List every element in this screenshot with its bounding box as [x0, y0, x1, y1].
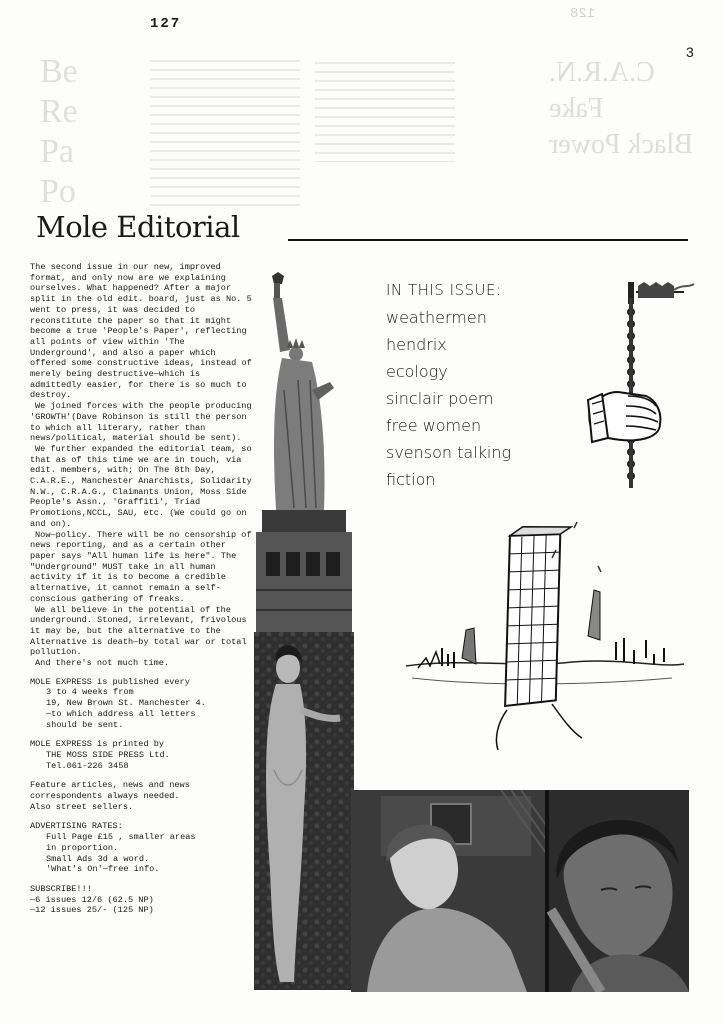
subscribe-heading: SUBSCRIBE!!! — [30, 883, 92, 894]
advertising-line: 'What's On'—free info. — [46, 864, 160, 875]
page-title: Mole Editorial — [36, 210, 240, 244]
photo-collage-column — [254, 270, 354, 990]
contents-item: svenson talking — [386, 443, 512, 462]
contents-heading: IN THIS ISSUE: — [386, 281, 502, 299]
publishing-line: MOLE EXPRESS is published every — [30, 676, 190, 687]
title-rule — [288, 239, 688, 241]
advertising-info — [30, 821, 252, 875]
contents-item: weathermen — [386, 308, 487, 327]
reverse-page-bleed — [150, 60, 300, 210]
page-number-top: 127 — [150, 16, 182, 32]
editorial-paragraph: The second issue in our new, improved format, and only now are we explaining ourselves. What happened? After a major split in the old edit. board, just as No. 5 went to press, it was decided to reconstitute the paper so that it might become a true 'People's Paper', reflecting all points of view within 'The Underground', and also a paper which offered some constructive ideas, instead of merely being destructive—which is admittedly easier, for there is so much to destroy. — [30, 262, 252, 401]
editorial-paragraph: We joined forces with the people producing 'GROWTH'(Dave Robinson is still the person to which all literary, rather than news/political, material should be sent). — [30, 401, 252, 444]
editorial-paragraph: Now—policy. There will be no censorship of news reporting, and as a certain other paper says "All human life is here". The "Underground" MUST take in all human activity if it is to become a credible alternative, it cannot remain a self-conscious gathering of freaks. — [30, 529, 252, 604]
subscribe-line: —12 issues 25/- (125 NP) — [30, 905, 154, 916]
publishing-line: 3 to 4 weeks from — [46, 687, 134, 698]
printing-line: MOLE EXPRESS is printed by — [30, 739, 165, 750]
contents-list — [386, 277, 511, 493]
subscribe-info — [30, 884, 252, 916]
editorial-paragraph: We further expanded the editorial team, so that as of this time we are in touch, via edit. members, with; On The 8th Day, C.A.R.E., Manchester Anarchists, Solidarity N.W., C.R.A.G., Claimants Union, Moss Side People's Assn., 'Graffiti', Triad Promotions,NCCL, SAU, etc. (We could go on and on). — [30, 443, 252, 529]
reverse-page-bleed — [315, 62, 455, 162]
features-line: Also street sellers. — [30, 801, 134, 812]
contents-item: sinclair poem — [386, 389, 494, 408]
contents-item: ecology — [386, 362, 448, 381]
contents-item: fiction — [386, 470, 436, 489]
editorial-closing: And there's not much time. — [35, 658, 170, 669]
statue-of-liberty-photo — [254, 270, 354, 990]
publishing-address: 19, New Brown St. Manchester 4. — [46, 698, 206, 709]
advertising-heading: ADVERTISING RATES: — [30, 821, 123, 832]
subscribe-line: —6 issues 12/6 (62.5 NP) — [30, 894, 154, 905]
advertising-line: Full Page £15 , smaller areas — [46, 832, 196, 843]
contents-item: hendrix — [386, 335, 447, 354]
ruined-city-illustration — [402, 518, 688, 770]
printing-info — [30, 739, 252, 771]
features-info — [30, 780, 252, 812]
advertising-line: in proportion. — [46, 842, 119, 853]
advertising-line: Small Ads 3d a word. — [46, 853, 150, 864]
editorial-paragraph: We all believe in the potential of the underground. Stoned, irrelevant, frivolous it may be, but the alternative to the Alternative is death—by total war or total pollution. — [30, 604, 247, 658]
contents-item: free women — [386, 416, 482, 435]
portrait-photo-strip — [351, 790, 689, 992]
printer-name: THE MOSS SIDE PRESS Ltd. — [46, 749, 170, 760]
fist-illustration — [578, 278, 698, 493]
portrait-photos — [351, 790, 689, 992]
printer-phone: Tel.061-226 3458 — [46, 760, 129, 771]
features-line: correspondents always needed. — [30, 791, 180, 802]
publishing-line: should be sent. — [46, 719, 124, 730]
reverse-page-bleed: C.A.R.N. Fake Black Power — [549, 57, 693, 160]
features-line: Feature articles, news and news — [30, 780, 190, 791]
reverse-page-bleed: Be Re Pa Po — [40, 53, 78, 210]
publishing-line: —to which address all letters — [46, 708, 196, 719]
publishing-info — [30, 677, 252, 731]
page-number-right: 3 — [686, 44, 694, 60]
reverse-page-bleed: 128 — [570, 6, 596, 22]
masthead — [36, 210, 696, 246]
editorial-column — [30, 262, 252, 925]
